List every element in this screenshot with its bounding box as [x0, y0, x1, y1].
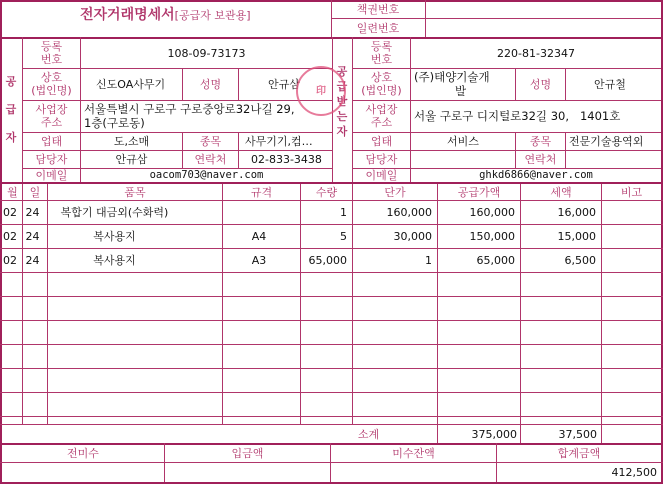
subtotal-supply: 375,000: [471, 428, 517, 441]
supplier-contact: 02-833-3438: [251, 153, 322, 166]
supplier-section-label: [4, 68, 18, 152]
table-cell: 02: [3, 230, 17, 243]
table-cell: 복사용지: [93, 230, 136, 243]
serial-no-label: 일련번호: [356, 22, 400, 35]
subtotal-label: 소계: [357, 428, 380, 441]
buyer-biz-item-label: 종목: [529, 135, 552, 148]
table-cell: 65,000: [308, 254, 347, 267]
supplier-biz-type: 도,소매: [113, 135, 150, 148]
buyer-name-label: 성명: [529, 78, 552, 91]
grid-line: [0, 344, 663, 345]
document-title: [80, 9, 251, 22]
grid-line: [0, 296, 663, 297]
table-cell: 160,000: [386, 206, 432, 219]
grid-line: [0, 320, 663, 321]
table-cell: 24: [25, 230, 40, 243]
buyer-company-line1: (주)태양기술개: [414, 70, 490, 84]
buyer-biz-type-label: 업태: [370, 135, 393, 148]
seal-stamp-icon: 印: [296, 66, 346, 116]
buyer-company-label: 상호 (법인명): [361, 71, 402, 97]
supplier-manager: 안규삼: [115, 153, 148, 166]
unpaid-balance-label: 미수잔액: [392, 447, 435, 460]
table-cell: 02: [3, 254, 17, 267]
table-header-cell: 비고: [620, 186, 643, 199]
supplier-email-label: 이메일: [35, 169, 68, 182]
grid-line: [352, 184, 353, 424]
table-cell: 24: [25, 206, 40, 219]
supplier-company-label: 상호 (법인명): [31, 71, 72, 97]
total-label: 합계금액: [557, 447, 601, 460]
supplier-biz-item-label: 종목: [199, 135, 222, 148]
table-cell: 5: [340, 230, 347, 243]
buyer-reg-no-label: 등록 번호: [370, 40, 393, 66]
buyer-address: 서울 구로구 디지털로32길 30, 1401호: [414, 109, 621, 123]
supplier-label-char: 급: [5, 103, 17, 116]
table-header-cell: 공급가액: [457, 186, 501, 199]
table-cell: 30,000: [393, 230, 432, 243]
grid-line: [0, 368, 663, 369]
buyer-label-char: 자: [336, 125, 348, 138]
buyer-address-label: 사업장 주소: [365, 103, 398, 129]
total-amount: 412,500: [611, 466, 657, 479]
grid-line: [0, 200, 663, 201]
buyer-name: 안규철: [594, 78, 626, 91]
grid-line: [222, 184, 223, 424]
supplier-email: oacom703@naver.com: [149, 169, 264, 181]
buyer-biz-item: 전문기술용역외: [569, 135, 644, 148]
table-header-cell: 품목: [124, 186, 146, 199]
buyer-label-char: 는: [336, 110, 348, 123]
grid-line: [300, 184, 301, 424]
buyer-label-char: 공: [336, 65, 348, 78]
grid-line: [601, 424, 602, 443]
table-header-cell: 세액: [550, 186, 572, 199]
table-cell: 복합기 대금외(수화력): [60, 206, 169, 219]
supplier-reg-no-label: 등록 번호: [40, 40, 63, 66]
supplier-name: 안규삼: [268, 78, 300, 91]
table-header-cell: 월: [7, 186, 18, 199]
grid-line: [0, 272, 663, 273]
supplier-address-label: 사업장 주소: [35, 103, 68, 129]
book-no-label: 책권번호: [356, 3, 400, 16]
table-cell: 6,500: [564, 254, 596, 267]
table-cell: 1: [425, 254, 432, 267]
buyer-reg-no: 220-81-32347: [497, 47, 575, 60]
supplier-manager-label: 담당자: [35, 153, 68, 166]
supplier-biz-item: 사무기기,컴…: [245, 135, 313, 148]
grid-line: [0, 424, 663, 425]
table-header-cell: 단가: [384, 186, 406, 199]
table-cell: A4: [251, 230, 267, 243]
supplier-address-line2: 1층(구로동): [84, 116, 145, 130]
table-cell: 150,000: [469, 230, 515, 243]
title-text: 전자거래명세서: [80, 7, 175, 23]
table-cell: 16,000: [557, 206, 596, 219]
table-cell: 02: [3, 206, 17, 219]
buyer-company-line2: 발: [455, 84, 467, 98]
supplier-name-label: 성명: [199, 78, 222, 91]
buyer-manager-label: 담당자: [365, 153, 398, 166]
table-cell: 복사용지: [93, 254, 136, 267]
subtotal-tax: 37,500: [558, 428, 597, 441]
grid-line: [601, 184, 602, 424]
buyer-label-char: 받: [336, 95, 348, 108]
grid-line: [0, 416, 663, 417]
table-cell: 15,000: [557, 230, 596, 243]
table-cell: 65,000: [476, 254, 515, 267]
grid-line: [47, 184, 48, 424]
table-header-cell: 일: [29, 186, 41, 199]
buyer-email-label: 이메일: [365, 169, 398, 182]
grid-line: [437, 184, 438, 424]
buyer-contact-label: 연락처: [524, 153, 557, 166]
buyer-email: ghkd6866@naver.com: [479, 169, 593, 181]
grid-line: [520, 184, 521, 424]
table-header-cell: 수량: [315, 186, 338, 199]
deposit-label: 입금액: [231, 447, 264, 460]
table-cell: 24: [25, 254, 40, 267]
supplier-biz-type-label: 업태: [40, 135, 63, 148]
supplier-label-char: 자: [5, 131, 17, 144]
table-header-cell: 규격: [250, 186, 273, 199]
buyer-biz-type: 서비스: [447, 135, 479, 148]
table-cell: 160,000: [469, 206, 515, 219]
grid-line: [22, 184, 23, 424]
prev-unpaid-label: 전미수: [67, 447, 99, 460]
supplier-contact-label: 연락처: [194, 153, 227, 166]
buyer-label-char: 급: [336, 80, 348, 93]
table-cell: 1: [340, 206, 347, 219]
supplier-reg-no: 108-09-73173: [167, 47, 246, 60]
supplier-label-char: 공: [5, 75, 17, 88]
grid-line: [0, 224, 663, 225]
subtitle-text: [공급자 보관용]: [174, 9, 251, 22]
grid-line: [0, 392, 663, 393]
table-cell: A3: [251, 254, 267, 267]
grid-line: [0, 248, 663, 249]
supplier-address-line1: 서울특별시 구로구 구로중앙로32나길 29,: [84, 102, 295, 116]
supplier-company: 신도OA사무기: [96, 78, 166, 91]
